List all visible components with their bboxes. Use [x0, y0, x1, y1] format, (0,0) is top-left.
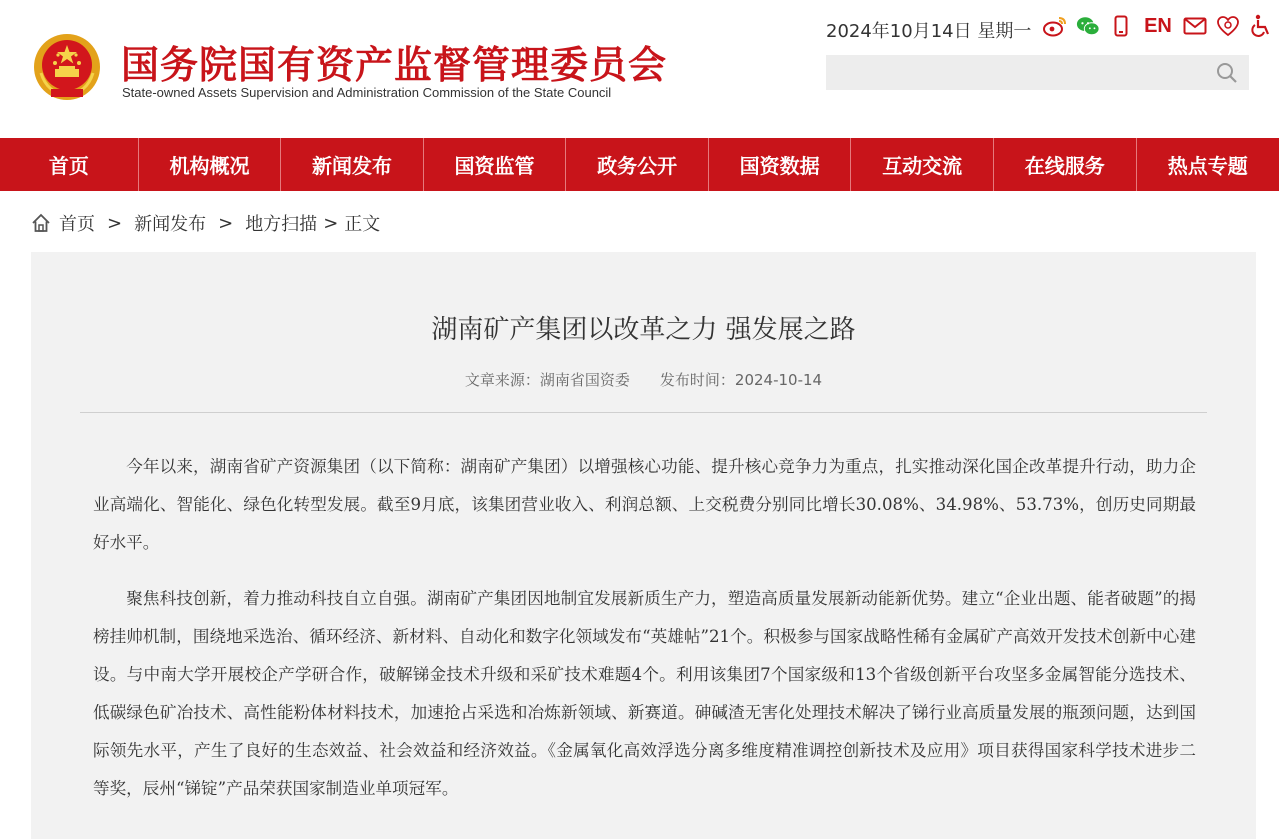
main-nav [0, 138, 1279, 191]
article-panel [31, 252, 1256, 839]
mail-icon[interactable] [1183, 14, 1207, 38]
national-emblem-icon[interactable] [33, 33, 101, 101]
current-date: 2024年10月14日 星期一 [826, 21, 1032, 42]
article-title: 湖南矿产集团以改革之力 强发展之路 [431, 315, 856, 345]
header-tools [1043, 12, 1273, 40]
nav-item-about[interactable]: 机构概况 [139, 138, 282, 191]
nav-item-data[interactable]: 国资数据 [709, 138, 852, 191]
wheelchair-icon[interactable] [1249, 14, 1273, 38]
article-paragraph: 聚焦科技创新，着力推动科技自立自强。湖南矿产集团因地制宜发展新质生产力，塑造高质量发展新动能新优势。建立“企业出题、能者破题”的揭榜挂帅机制，围绕地采选治、循环经济、新材料、自动化和数字化领域发布“英雄帖”21个。积极参与国家战略性稀有金属矿产高效开发技术创新中心建设。与中南大学开展校企产学研合作，破解锑金技术升级和采矿技术难题4个。利用该集团7个国家级和13个省级创新平台攻坚多金属智能分选技术、低碳绿色矿冶技术、高性能粉体材料技术，加速抢占采选和冶炼新领域、新赛道。砷碱渣无害化处理技术解决了锑行业高质量发展的瓶颈问题，达到国际领先水平，产生了良好的生态效益、社会效益和经济效益。《金属氧化高效浮选分离多维度精准调控创新技术及应用》项目获得国家科学技术进步二等奖，辰州“锑锭”产品荣获国家制造业单项冠军。 [93, 589, 1196, 798]
breadcrumb-separator: > [107, 212, 123, 234]
title-divider [80, 412, 1207, 413]
nav-item-interaction[interactable]: 互动交流 [851, 138, 994, 191]
article-meta [31, 369, 1256, 390]
breadcrumb-separator: > [323, 212, 339, 234]
breadcrumb-local-scan[interactable]: 地方扫描 [245, 214, 318, 235]
breadcrumb-current: 正文 [344, 214, 381, 235]
article-body [93, 448, 1196, 826]
nav-item-online-service[interactable]: 在线服务 [994, 138, 1137, 191]
search-icon[interactable] [1215, 61, 1239, 85]
nav-item-topics[interactable]: 热点专题 [1167, 154, 1248, 178]
search-bar [826, 55, 1249, 90]
nav-item-news[interactable]: 新闻发布 [281, 138, 424, 191]
weibo-icon[interactable] [1043, 14, 1067, 38]
wechat-icon[interactable] [1076, 14, 1100, 38]
article-date: 发布时间：2024-10-14 [659, 371, 823, 389]
accessibility-care-icon[interactable] [1216, 14, 1240, 38]
site-title[interactable]: 国务院国有资产监督管理委员会 [121, 43, 668, 87]
breadcrumb-news[interactable]: 新闻发布 [134, 214, 207, 235]
article-source: 文章来源：湖南省国资委 [464, 371, 630, 389]
article-paragraph: 今年以来，湖南省矿产资源集团（以下简称：湖南矿产集团）以增强核心功能、提升核心竞争力为重点，扎实推动深化国企改革提升行动，助力企业高端化、智能化、绿色化转型发展。截至9月底，该集团营业收入、利润总额、上交税费分别同比增长30.08%、34.98%、53.73%，创历史同期最好水平。 [93, 457, 1196, 552]
breadcrumb-separator: > [218, 212, 234, 234]
breadcrumb [31, 208, 380, 238]
nav-item-gov-affairs[interactable]: 政务公开 [566, 138, 709, 191]
nav-item-supervision[interactable]: 国资监管 [424, 138, 567, 191]
home-icon [31, 213, 51, 233]
english-version-link[interactable]: EN [1144, 14, 1172, 37]
site-subtitle: State-owned Assets Supervision and Administration Commission of the State Council [122, 85, 612, 100]
nav-item-home[interactable]: 首页 [0, 138, 139, 191]
mobile-icon[interactable] [1109, 14, 1133, 38]
search-input[interactable] [826, 55, 1206, 90]
breadcrumb-home[interactable]: 首页 [59, 214, 95, 235]
site-header [0, 0, 1279, 138]
